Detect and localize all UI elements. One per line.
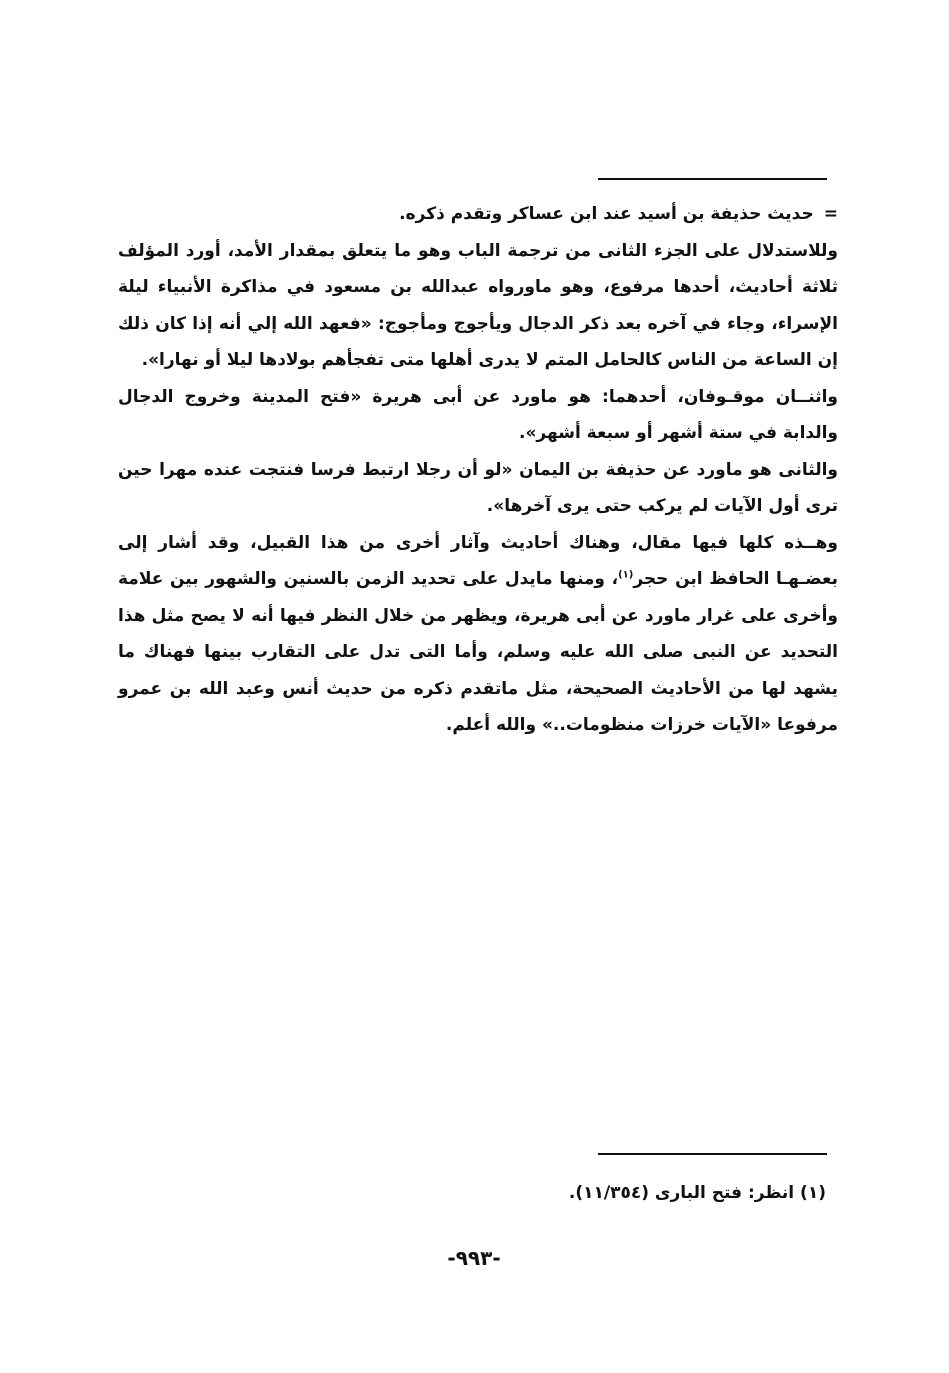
paragraph-1: وللاستدلال على الجزء الثانى من ترجمة الباب وهو ما يتعلق بمقدار الأمد، أورد المؤلف ثلاثة أحاديث، أحدها مرفوع، وهو ماورواه عبدالله بن مسعود في مذاكرة الأنبياء ليلة الإسراء، وجاء في آخره بعد ذكر الدجال ويأجوج ومأجوج: «فعهد الله إلي أنه إذا كان ذلك إن الساعة من الناس كالحامل المتم لا يدرى أهلها متى تفجأهم بولادها ليلا أو نهارا».: [118, 240, 838, 370]
footnote-reference: (١): [618, 569, 634, 581]
footnote: (١) انظر: فتح البارى (١١/٣٥٤).: [568, 1183, 826, 1203]
main-text: [118, 196, 838, 744]
top-separator-line: [598, 178, 827, 180]
page-number: -٩٩٣-: [447, 1246, 501, 1270]
paragraph-4-part-2: ، ومنها مايدل على تحديد الزمن بالسنين والشهور بين علامة وأخرى على غرار ماورد عن أبى هريرة، ويظهر من خلال النظر فيها أنه لا يصح مثل هذا التحديد عن النبى صلى الله عليه وسلم، وأما التى تدل على التقارب بينها فهناك ما يشهد لها من الأحاديث الصحيحة، مثل ماتقدم ذكره من حديث أنس وعبد الله بن عمرو مرفوعا «الآيات خرزات منظومات..» والله أعلم.: [118, 569, 838, 735]
footnote-separator-line: [598, 1153, 827, 1155]
bullet-item: [118, 196, 838, 233]
bullet-text: حديث حذيفة بن أسيد عند ابن عساكر وتقدم ذكره.: [399, 204, 814, 224]
paragraph-4: [118, 525, 838, 744]
paragraph-3: والثانى هو ماورد عن حذيفة بن اليمان «لو أن رجلا ارتبط فرسا فنتجت عنده مهرا حين ترى أول الآيات لم يركب حتى يرى آخرها».: [118, 459, 838, 516]
paragraph-4-part-1: وهــذه كلها فيها مقال، وهناك أحاديث وآثار أخرى من هذا القبيل، وقد أشار إلى بعضـهـا الحافظ ابن حجر: [118, 532, 839, 589]
paragraph-2: واثنــان موقـوفان، أحدهما: هو ماورد عن أبى هريرة «فتح المدينة وخروج الدجال والدابة في ستة أشهر أو سبعة أشهر».: [118, 386, 838, 443]
bullet-marker: =: [823, 204, 838, 224]
